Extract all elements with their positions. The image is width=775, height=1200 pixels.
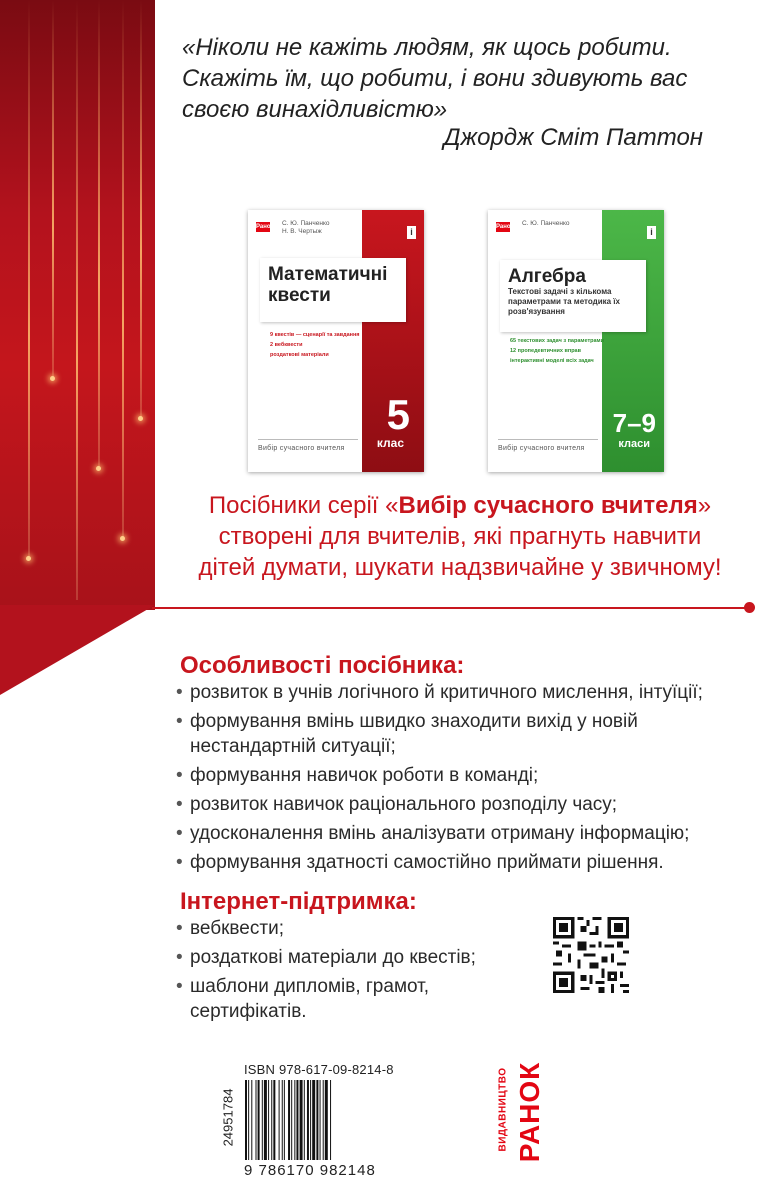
quote-line: «Ніколи не кажіть людям, як щось робити. (182, 34, 672, 61)
barcode-bar (284, 1080, 285, 1160)
book-bullets (270, 332, 359, 362)
barcode-bar (288, 1080, 290, 1160)
book-authors (282, 220, 329, 236)
light-streak (28, 0, 30, 560)
barcode-bar (282, 1080, 283, 1160)
barcode-bar (273, 1080, 275, 1160)
book-title: Алгебра (508, 266, 586, 287)
publisher-logo-small: Ранок (256, 224, 274, 230)
isbn-number: ISBN 978-617-09-8214-8 (244, 1062, 394, 1077)
book-grade-word: класи (618, 438, 650, 450)
book-bullet: інтерактивні моделі всіх задач (510, 358, 594, 364)
barcode-bar (316, 1080, 318, 1160)
promo-line-3: дітей думати, шукати надзвичайне у звичному! (198, 554, 722, 581)
promo-prefix: Посібники серії « (208, 492, 399, 519)
barcode-bar (294, 1080, 295, 1160)
book-bullets (510, 338, 604, 368)
book-title-card (260, 258, 406, 322)
book-series: Вибір сучасного вчителя (498, 445, 585, 452)
author-name: С. Ю. Панченко (522, 220, 570, 227)
qr-code[interactable] (553, 917, 629, 993)
book-bullet: 9 квестів — сценарії та завдання (270, 332, 360, 338)
promo-suffix: » (697, 492, 712, 519)
book-bullet: роздаткові матеріали (270, 352, 329, 358)
barcode-bar (300, 1080, 303, 1160)
internet-item: • роздаткові матеріали до квестів; (176, 945, 536, 970)
barcode-bar (271, 1080, 272, 1160)
author-name: Н. В. Чертыж (282, 228, 322, 235)
features-title: Особливості посібника: (180, 652, 465, 679)
red-decorative-panel (0, 0, 155, 610)
feature-item: • формування вмінь швидко знаходити вихід у новій нестандартній ситуації; (176, 709, 660, 759)
light-dot (96, 466, 101, 471)
feature-item: • розвиток в учнів логічного й критичного мислення, інтуїції; (176, 680, 775, 705)
barcode-bar (296, 1080, 298, 1160)
divider-dot (744, 602, 755, 613)
section-divider (152, 607, 750, 609)
book-title-card (500, 260, 646, 332)
internet-item: • шаблони дипломів, грамот, сертифікатів. (176, 974, 440, 1024)
feature-item: • розвиток навичок раціонального розподілу часу; (176, 792, 775, 817)
book-grade-word: клас (376, 436, 404, 450)
light-dot (50, 376, 55, 381)
isbn-barcode (243, 1080, 383, 1160)
red-panel-corner (0, 605, 155, 695)
book-subtitle: Текстові задачі з кількома параметрами та методика їх розв'язування (508, 287, 621, 316)
book-authors (522, 220, 569, 228)
publisher-prefix: ВИДАВНИЦТВО (497, 1067, 509, 1152)
internet-item: • вебквести; (176, 916, 536, 941)
info-icon: i (407, 226, 416, 239)
feature-item: • формування здатності самостійно приймати рішення. (176, 850, 775, 875)
barcode-bar (304, 1080, 305, 1160)
series-divider (258, 439, 358, 440)
barcode-bar (320, 1080, 321, 1160)
book-series: Вибір сучасного вчителя (258, 445, 345, 452)
barcode-bar (268, 1080, 269, 1160)
quote-line: Скажіть їм, що робити, і вони здивують вас (182, 65, 688, 92)
barcode-bar (264, 1080, 267, 1160)
publisher-logo (492, 1052, 552, 1172)
promo-line-1 (150, 490, 770, 521)
info-icon: i (647, 226, 656, 239)
book-grade: 7–9 (612, 408, 656, 438)
barcode-bar (248, 1080, 249, 1160)
light-streak (76, 0, 78, 600)
book-cover-algebra (488, 210, 664, 472)
quote-line: своєю винахідливістю» (182, 96, 448, 123)
publisher-name: РАНОК (514, 1061, 545, 1163)
barcode-bar (307, 1080, 309, 1160)
barcode-bar (330, 1080, 331, 1160)
barcode-bar (312, 1080, 315, 1160)
barcode-bar (245, 1080, 247, 1160)
light-streak (52, 0, 54, 380)
book-cover-math-quests (248, 210, 424, 472)
light-dot (138, 416, 143, 421)
book-grade: 5 (386, 391, 410, 438)
side-code-text: 24951784 (220, 1088, 236, 1147)
barcode-bar (251, 1080, 252, 1160)
barcode-bar (310, 1080, 311, 1160)
internet-support-list (176, 916, 536, 1028)
light-streak (98, 0, 100, 470)
book-bullet: 12 пропедевтичних вправ (510, 348, 581, 354)
quote-author: Джордж Сміт Паттон (443, 124, 703, 151)
feature-item: • удосконалення вмінь аналізувати отриману інформацію; (176, 821, 775, 846)
promo-line-2: створені для вчителів, які прагнуть навчити (218, 523, 702, 550)
series-name: Вибір сучасного вчителя (398, 492, 698, 519)
barcode-side-code (218, 1060, 238, 1180)
barcode-digits: 9 786170 982148 (244, 1162, 376, 1179)
barcode-bar (325, 1080, 328, 1160)
features-list (176, 680, 775, 879)
book-bullet: 65 текстових задач з параметрами (510, 338, 604, 344)
light-dot (120, 536, 125, 541)
light-streak (140, 0, 142, 420)
barcode-bar (258, 1080, 260, 1160)
barcode-bar (262, 1080, 263, 1160)
promo-text (150, 490, 770, 583)
feature-item: • формування навичок роботи в команді; (176, 763, 775, 788)
barcode-bar (323, 1080, 324, 1160)
book-title: Математичні квести (268, 264, 388, 306)
book-bullet: 2 вебквести (270, 342, 303, 348)
internet-support-title: Інтернет-підтримка: (180, 888, 417, 915)
quote-text (182, 32, 742, 125)
barcode-bar (279, 1080, 280, 1160)
publisher-logo-small: Ранок (496, 224, 514, 230)
light-streak (122, 0, 124, 540)
barcode-bar (256, 1080, 257, 1160)
series-divider (498, 439, 598, 440)
light-dot (26, 556, 31, 561)
author-name: С. Ю. Панченко (282, 220, 330, 227)
barcode-bar (291, 1080, 292, 1160)
